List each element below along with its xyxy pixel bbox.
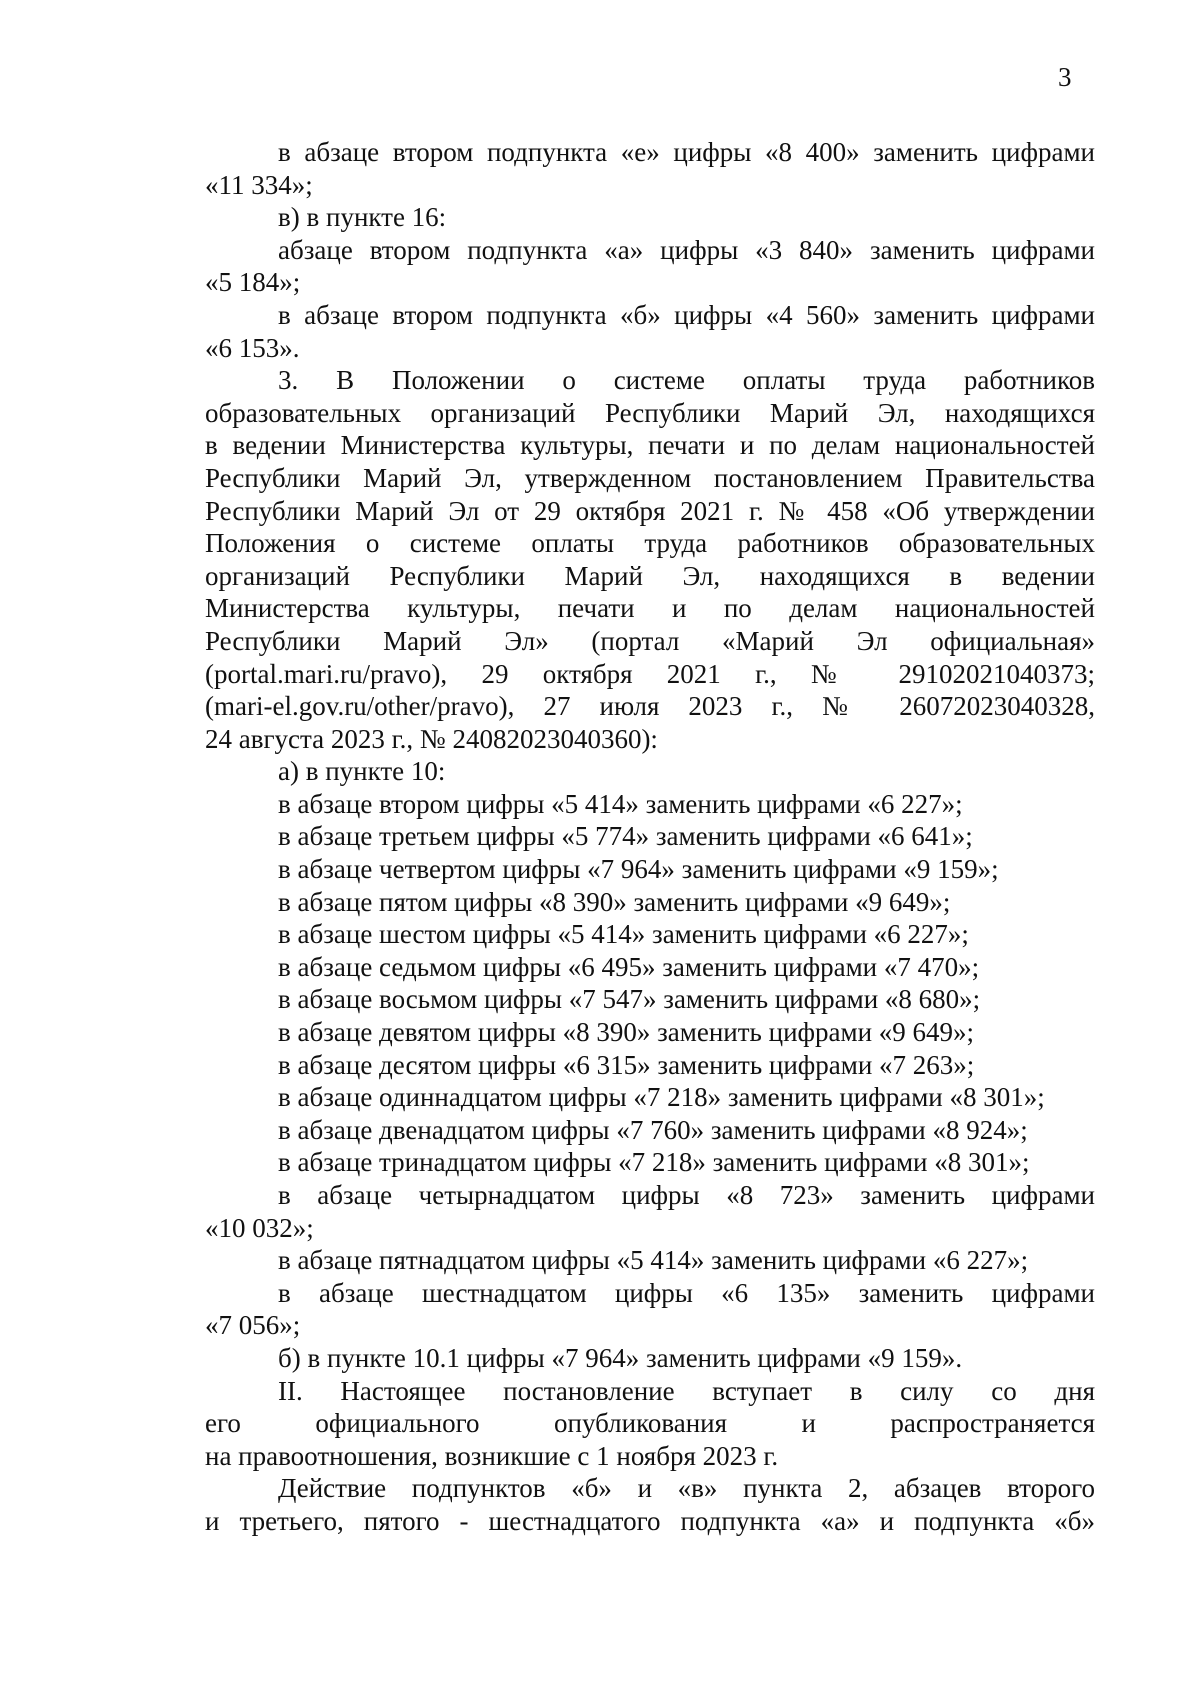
text-line: 3. В Положении о системе оплаты труда работников bbox=[278, 365, 1095, 396]
text-line: «11 334»; bbox=[205, 169, 313, 200]
text-line: а) в пункте 10: bbox=[278, 756, 446, 787]
text-line: б) в пункте 10.1 цифры «7 964» заменить цифрами «9 159». bbox=[278, 1342, 963, 1373]
text-line: в абзаце четырнадцатом цифры «8 723» заменить цифрами bbox=[278, 1180, 1095, 1210]
text-line: в абзаце третьем цифры «5 774» заменить цифрами «6 641»; bbox=[278, 821, 973, 852]
text-line: Республики Марий Эл от 29 октября 2021 г. № 458 «Об утверждении bbox=[205, 495, 1095, 526]
text-line: в абзаце втором цифры «5 414» заменить цифрами «6 227»; bbox=[278, 788, 963, 819]
text-line: в абзаце двенадцатом цифры «7 760» заменить цифрами «8 924»; bbox=[278, 1114, 1028, 1145]
text-line: Действие подпунктов «б» и «в» пункта 2, абзацев второго bbox=[278, 1473, 1095, 1504]
text-line: в абзаце восьмом цифры «7 547» заменить цифрами «8 680»; bbox=[278, 984, 981, 1015]
text-line: организаций Республики Марий Эл, находящихся в ведении bbox=[205, 560, 1095, 591]
text-line: 24 августа 2023 г., № 24082023040360): bbox=[205, 723, 658, 754]
text-line: в) в пункте 16: bbox=[278, 202, 447, 233]
text-line: в абзаце пятнадцатом цифры «5 414» заменить цифрами «6 227»; bbox=[278, 1245, 1029, 1276]
text-line: в абзаце десятом цифры «6 315» заменить цифрами «7 263»; bbox=[278, 1049, 975, 1080]
text-line: в абзаце одиннадцатом цифры «7 218» заменить цифрами «8 301»; bbox=[278, 1082, 1045, 1113]
text-line: «7 056»; bbox=[205, 1310, 301, 1341]
text-line: и третьего, пятого - шестнадцатого подпункта «а» и подпункта «б» bbox=[205, 1505, 1095, 1536]
text-line: в абзаце девятом цифры «8 390» заменить цифрами «9 649»; bbox=[278, 1017, 975, 1048]
page-number: 3 bbox=[1058, 62, 1072, 92]
text-line: в абзаце шестнадцатом цифры «6 135» заменить цифрами bbox=[278, 1277, 1095, 1308]
text-line: (mari-el.gov.ru/other/pravo), 27 июля 2023 г., № 26072023040328, bbox=[205, 691, 1095, 722]
text-line: в абзаце тринадцатом цифры «7 218» заменить цифрами «8 301»; bbox=[278, 1147, 1030, 1178]
text-line: II. Настоящее постановление вступает в силу со дня bbox=[278, 1375, 1095, 1406]
text-line: в абзаце втором подпункта «б» цифры «4 560» заменить цифрами bbox=[278, 299, 1095, 330]
text-line: на правоотношения, возникшие с 1 ноября 2023 г. bbox=[205, 1440, 779, 1471]
text-line: в ведении Министерства культуры, печати и по делам национальностей bbox=[205, 430, 1095, 461]
text-line: образовательных организаций Республики Марий Эл, находящихся bbox=[205, 397, 1095, 428]
text-line: в абзаце седьмом цифры «6 495» заменить цифрами «7 470»; bbox=[278, 951, 980, 982]
text-line: его официального опубликования и распространяется bbox=[205, 1408, 1095, 1439]
text-line: Положения о системе оплаты труда работников образовательных bbox=[205, 528, 1095, 559]
text-line: «10 032»; bbox=[205, 1212, 314, 1243]
text-line: в абзаце втором подпункта «е» цифры «8 400» заменить цифрами bbox=[278, 137, 1095, 167]
text-line: в абзаце четвертом цифры «7 964» заменить цифрами «9 159»; bbox=[278, 854, 999, 885]
text-line: Республики Марий Эл, утвержденном постановлением Правительства bbox=[205, 462, 1095, 493]
text-line: «6 153». bbox=[205, 332, 300, 363]
text-line: «5 184»; bbox=[205, 267, 301, 298]
document-body bbox=[205, 136, 1095, 1538]
text-line: (portal.mari.ru/pravo), 29 октября 2021 г., № 29102021040373; bbox=[205, 658, 1095, 689]
text-line: Министерства культуры, печати и по делам национальностей bbox=[205, 593, 1095, 624]
text-line: абзаце втором подпункта «а» цифры «3 840» заменить цифрами bbox=[278, 234, 1095, 265]
text-line: Республики Марий Эл» (портал «Марий Эл официальная» bbox=[205, 625, 1095, 656]
text-line: в абзаце шестом цифры «5 414» заменить цифрами «6 227»; bbox=[278, 919, 969, 950]
text-line: в абзаце пятом цифры «8 390» заменить цифрами «9 649»; bbox=[278, 886, 951, 917]
